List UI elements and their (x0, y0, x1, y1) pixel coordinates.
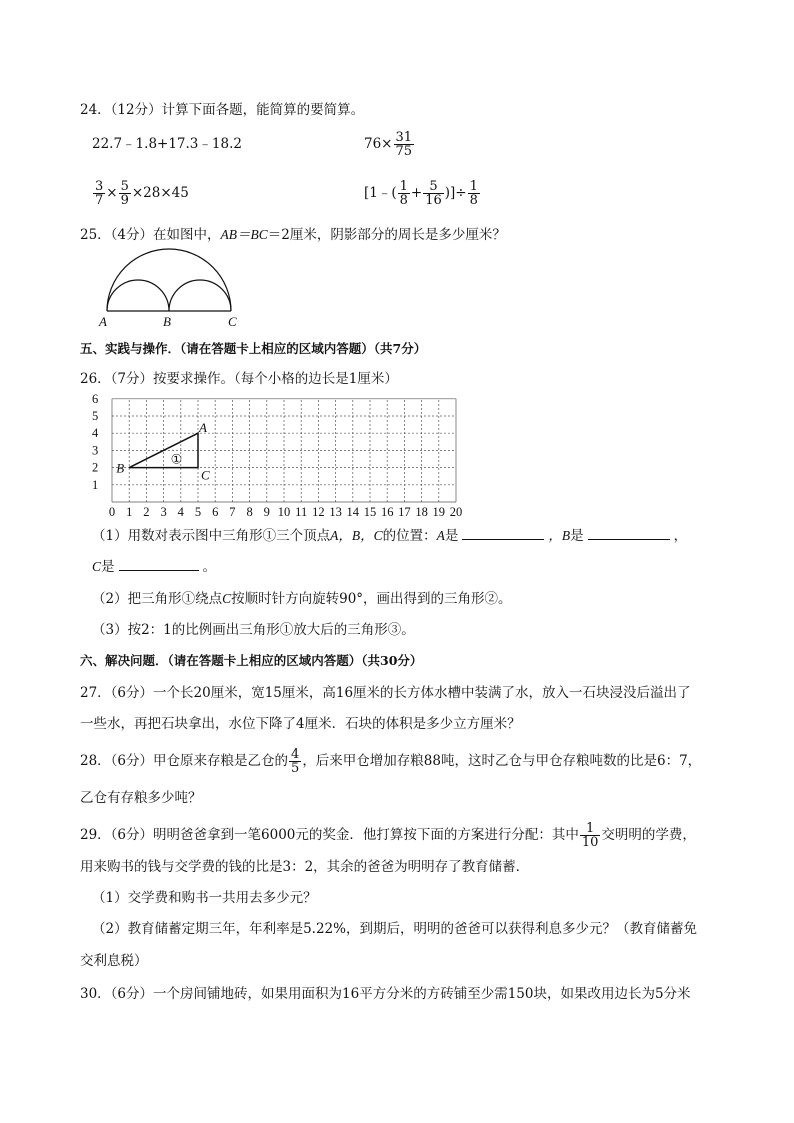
q24-expr2-frac: $\frac{31}{75}$ (395, 130, 413, 159)
q27-line2: 一些水，再把石块拿出，水位下降了4厘米．石块的体积是多少立方厘米？ (80, 716, 521, 732)
q25-label-b: B (163, 314, 171, 329)
q25-label-c: C (228, 314, 237, 329)
triangle-label-a: A (199, 420, 207, 436)
q26-part2: （2）把三角形①绕点C按顺时针方向旋转90°，画出得到的三角形②。 (92, 591, 512, 607)
q24-expr4: [1﹣( $\frac{1}{8}$ + $\frac{5}{16}$ )]÷ $\frac{1}{8}$ (364, 179, 478, 208)
q29-part2: （2）教育储蓄定期三年，年利率是5.22%，到期后，明明的爸爸可以获得利息多少元？（教育储蓄免 (92, 921, 697, 937)
q29-line2: 用来购书的钱与交学费的钱的比是3：2，其余的爸爸为明明存了教育储蓄． (80, 859, 530, 875)
q24-expr3-frac2: $\frac{5}{9}$ (120, 179, 129, 208)
x-tick-label: 11 (295, 505, 308, 519)
y-tick-label: 4 (92, 426, 99, 441)
x-tick-label: 2 (143, 505, 150, 519)
q24-expr3-frac1: $\frac{3}{7}$ (95, 179, 104, 208)
x-tick-label: 5 (194, 505, 202, 519)
q28-line2: 乙仓有存粮多少吨？ (80, 790, 202, 806)
q24-expr3: $\frac{3}{7}$ × $\frac{5}{9}$ ×28×45 (95, 179, 189, 208)
q26-part1-cont: C是 。 (92, 559, 217, 575)
answer-blank-c[interactable] (119, 558, 199, 571)
x-tick-label: 13 (329, 505, 342, 519)
q26-title: 26．（7分）按要求操作。（每个小格的边长是1厘米） (80, 371, 398, 387)
section-6-heading: 六、解决问题．（请在答题卡上相应的区域内答题）（共30分） (80, 653, 423, 668)
q25-small-semicircle-right (169, 280, 231, 311)
x-tick-label: 12 (312, 505, 325, 519)
x-tick-label: 9 (263, 505, 270, 519)
q25-title: 25．（4分）在如图中，AB＝BC＝2厘米，阴影部分的周长是多少厘米？ (80, 227, 506, 243)
triangle-label-c: C (201, 467, 210, 483)
x-tick-label: 6 (212, 505, 219, 519)
x-tick-label: 20 (449, 505, 463, 519)
q25-small-semicircle-left (107, 280, 169, 311)
q24-expr1: 22.7﹣1.8+17.3﹣18.2 (92, 136, 242, 152)
x-tick-label: 1 (126, 505, 133, 519)
x-tick-label: 8 (246, 505, 253, 519)
q29-line1: 29．（6分）明明爸爸拿到一笔6000元的奖金．他打算按下面的方案进行分配：其中 $\frac{1}{10}$ 交明明的学费， (80, 821, 696, 850)
x-tick-label: 14 (346, 505, 360, 519)
y-tick-label: 2 (92, 460, 99, 475)
x-tick-label: 3 (160, 505, 167, 519)
q29-part1: （1）交学费和购书一共用去多少元？ (92, 890, 317, 906)
q24-expr4-frac1: $\frac{1}{8}$ (399, 179, 408, 208)
triangle-label-b: B (116, 460, 125, 476)
answer-blank-a[interactable] (462, 527, 544, 540)
q24-title: 24．（12分）计算下面各题，能简算的要简算。 (80, 102, 365, 118)
q27-line1: 27．（6分）一个长20厘米，宽15厘米，高16厘米的长方体水槽中装满了水，放入一石块浸没后溢出了 (80, 685, 691, 701)
triangle-number-mark: ① (170, 451, 183, 467)
q24-expr2 (364, 131, 415, 158)
q26-grid (88, 391, 463, 520)
q25-label-a: A (99, 314, 107, 329)
q24-expr4-frac3: $\frac{1}{8}$ (469, 179, 478, 208)
q26-part1: （1）用数对表示图中三角形①三个顶点A，B，C的位置：A是 ，B是 ， (92, 528, 688, 544)
x-tick-label: 4 (177, 505, 184, 519)
q30-line1: 30．（6分）一个房间铺地砖，如果用面积为16平方分米的方砖铺至少需150块，如果改用边长为5分米 (80, 986, 691, 1002)
x-tick-label: 0 (108, 505, 116, 519)
x-tick-label: 15 (363, 505, 377, 519)
q25-large-semicircle (107, 249, 231, 311)
y-tick-label: 3 (92, 443, 99, 458)
answer-blank-b[interactable] (588, 527, 670, 540)
triangle-1 (129, 433, 198, 467)
x-tick-label: 7 (229, 505, 236, 519)
q28-frac: $\frac{4}{5}$ (291, 747, 300, 776)
x-tick-label: 17 (398, 505, 411, 519)
x-tick-label: 19 (432, 505, 446, 519)
x-tick-label: 10 (277, 505, 291, 519)
q24-expr2-prefix: 76× (364, 136, 393, 152)
q28-line1: 28．（6分）甲仓原来存粮是乙仓的 $\frac{4}{5}$ ，后来甲仓增加存粮88吨，这时乙仓与甲仓存粮吨数的比是6：7， (80, 747, 702, 776)
section-5-heading: 五、实践与操作．（请在答题卡上相应的区域内答题）（共7分） (80, 341, 427, 356)
y-tick-label: 5 (92, 409, 99, 423)
y-tick-label: 1 (92, 477, 99, 492)
x-tick-label: 18 (415, 505, 428, 519)
y-tick-label: 6 (92, 391, 99, 406)
q29-frac: $\frac{1}{10}$ (581, 821, 599, 850)
q29-part2-cont: 交利息税） (80, 953, 148, 969)
x-tick-label: 16 (380, 505, 394, 519)
q24-expr4-frac2: $\frac{5}{16}$ (425, 179, 442, 208)
q26-part3: （3）按2：1的比例画出三角形①放大后的三角形③。 (92, 622, 415, 638)
